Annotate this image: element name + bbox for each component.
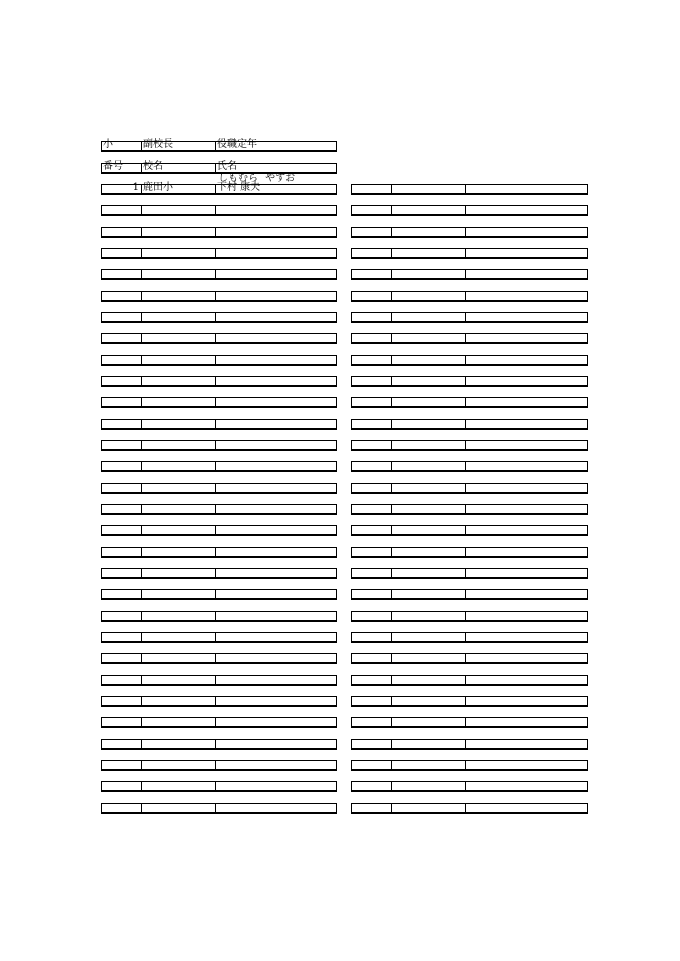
table-cell: [352, 569, 392, 577]
table-cell: [216, 484, 336, 492]
table-cell: [466, 484, 587, 492]
table-cell: [142, 505, 216, 513]
table-cell: [102, 356, 142, 364]
table-row: [351, 184, 588, 195]
table-cell: [216, 228, 336, 236]
school-header-cell: [142, 161, 216, 172]
table-cell: [142, 334, 216, 342]
table-cell: [352, 718, 392, 726]
table-cell: [352, 356, 392, 364]
table-cell: [392, 654, 466, 662]
table-row: [101, 803, 337, 814]
table-row: [101, 483, 337, 494]
table-cell: [466, 718, 587, 726]
table-row: [101, 760, 337, 771]
table-cell: [352, 654, 392, 662]
table-row: [101, 269, 337, 280]
table-cell: [102, 590, 142, 598]
table-cell: [352, 526, 392, 534]
table-cell: [392, 292, 466, 300]
table-row: [351, 376, 588, 387]
table-cell: [142, 249, 216, 257]
table-cell: [352, 612, 392, 620]
table-cell: [392, 697, 466, 705]
table-cell: [466, 462, 587, 470]
table-row: [101, 632, 337, 643]
table-row: [101, 184, 337, 195]
table-cell: [142, 420, 216, 428]
table-cell: [466, 740, 587, 748]
table-cell: [392, 718, 466, 726]
entry-school: 鹿田小: [143, 182, 173, 193]
table-cell: [102, 249, 142, 257]
table-row: [351, 397, 588, 408]
number-header-cell: [102, 161, 142, 172]
table-cell: [466, 654, 587, 662]
table-cell: [142, 206, 216, 214]
table-row: [351, 312, 588, 323]
table-cell: [102, 484, 142, 492]
table-cell: [392, 313, 466, 321]
table-row: [101, 291, 337, 302]
table-row: [101, 248, 337, 259]
table-cell: [466, 292, 587, 300]
table-cell: [466, 590, 587, 598]
table-row: [351, 675, 588, 686]
table-cell: [102, 462, 142, 470]
table-cell: [466, 377, 587, 385]
table-cell: [142, 676, 216, 684]
table-cell: [352, 206, 392, 214]
table-row: [101, 312, 337, 323]
table-row: [351, 568, 588, 579]
table-cell: [142, 590, 216, 598]
school-type: 小: [103, 139, 113, 150]
table-cell: [142, 612, 216, 620]
table-cell: [216, 612, 336, 620]
table-cell: [102, 633, 142, 641]
table-cell: [392, 462, 466, 470]
table-cell: [352, 484, 392, 492]
table-cell: [142, 270, 216, 278]
table-cell: [352, 313, 392, 321]
table-cell: [466, 334, 587, 342]
table-row: [101, 653, 337, 664]
table-row: [351, 632, 588, 643]
table-row: [351, 227, 588, 238]
table-cell: [392, 676, 466, 684]
table-cell: [102, 761, 142, 769]
table-cell: [102, 270, 142, 278]
table-row: [101, 589, 337, 600]
table-row: [351, 717, 588, 728]
table-cell: [216, 249, 336, 257]
table-row: [101, 717, 337, 728]
table-cell: [102, 548, 142, 556]
table-row: [351, 333, 588, 344]
table-cell: [392, 484, 466, 492]
table-row: [351, 781, 588, 792]
table-row: [101, 461, 337, 472]
table-cell: [216, 292, 336, 300]
table-cell: [216, 356, 336, 364]
table-row: [101, 781, 337, 792]
school-type-cell: [102, 139, 142, 150]
table-cell: [142, 654, 216, 662]
entry-school-cell: [142, 182, 216, 193]
table-row: [351, 803, 588, 814]
table-cell: [392, 356, 466, 364]
table-cell: [142, 740, 216, 748]
table-row: [351, 611, 588, 622]
table-cell: [466, 633, 587, 641]
table-cell: [352, 548, 392, 556]
table-cell: [352, 590, 392, 598]
table-cell: [102, 676, 142, 684]
table-cell: [466, 185, 587, 193]
table-cell: [352, 228, 392, 236]
table-row: [101, 547, 337, 558]
table-row: [351, 248, 588, 259]
table-row: [351, 205, 588, 216]
table-cell: [392, 548, 466, 556]
table-row: [351, 269, 588, 280]
entry-number-cell: [102, 182, 142, 193]
table-row: [101, 419, 337, 430]
table-row: [101, 205, 337, 216]
table-cell: [102, 334, 142, 342]
position-title: 副校長: [143, 139, 173, 150]
table-cell: [216, 676, 336, 684]
table-row: [101, 504, 337, 515]
table-row: [101, 675, 337, 686]
table-cell: [392, 740, 466, 748]
table-cell: [392, 270, 466, 278]
table-cell: [216, 697, 336, 705]
category-cell: [216, 139, 336, 150]
table-row: [351, 504, 588, 515]
table-cell: [102, 441, 142, 449]
table-cell: [142, 228, 216, 236]
table-cell: [142, 633, 216, 641]
header-row: [101, 141, 337, 152]
table-cell: [142, 804, 216, 812]
table-cell: [466, 206, 587, 214]
table-cell: [392, 782, 466, 790]
table-cell: [142, 782, 216, 790]
table-row: [351, 739, 588, 750]
table-cell: [352, 633, 392, 641]
table-row: [351, 696, 588, 707]
table-row: [351, 461, 588, 472]
table-cell: [352, 697, 392, 705]
table-cell: [102, 740, 142, 748]
category-title: 役職定年: [217, 139, 257, 150]
table-cell: [216, 270, 336, 278]
table-cell: [352, 377, 392, 385]
table-cell: [352, 505, 392, 513]
table-cell: [102, 804, 142, 812]
table-cell: [216, 740, 336, 748]
table-cell: [216, 654, 336, 662]
table-cell: [142, 398, 216, 406]
table-cell: [352, 804, 392, 812]
table-cell: [142, 484, 216, 492]
table-cell: [392, 505, 466, 513]
name-kana: しもむら やすお: [218, 173, 296, 184]
table-row: [351, 547, 588, 558]
table-cell: [392, 804, 466, 812]
table-cell: [102, 505, 142, 513]
table-cell: [352, 761, 392, 769]
table-row: [101, 355, 337, 366]
table-cell: [392, 206, 466, 214]
table-cell: [352, 270, 392, 278]
table-cell: [466, 612, 587, 620]
table-cell: [392, 334, 466, 342]
table-cell: [392, 526, 466, 534]
table-cell: [352, 249, 392, 257]
table-cell: [466, 804, 587, 812]
table-cell: [392, 377, 466, 385]
table-row: [101, 611, 337, 622]
table-cell: [102, 206, 142, 214]
table-cell: [102, 654, 142, 662]
table-cell: [216, 313, 336, 321]
table-cell: [102, 228, 142, 236]
table-row: [101, 376, 337, 387]
table-cell: [216, 334, 336, 342]
table-row: [101, 696, 337, 707]
table-row: [351, 589, 588, 600]
table-cell: [216, 633, 336, 641]
table-cell: [392, 590, 466, 598]
table-cell: [216, 804, 336, 812]
table-cell: [466, 270, 587, 278]
table-cell: [216, 441, 336, 449]
table-cell: [216, 761, 336, 769]
table-cell: [352, 185, 392, 193]
table-cell: [392, 761, 466, 769]
table-cell: [142, 377, 216, 385]
table-row: [101, 525, 337, 536]
table-cell: [216, 782, 336, 790]
table-row: [351, 483, 588, 494]
table-cell: [142, 462, 216, 470]
position-cell: [142, 139, 216, 150]
table-cell: [352, 292, 392, 300]
table-cell: [392, 398, 466, 406]
table-cell: [142, 761, 216, 769]
table-cell: [142, 697, 216, 705]
table-cell: [102, 697, 142, 705]
table-cell: [216, 548, 336, 556]
table-cell: [392, 441, 466, 449]
table-cell: [466, 548, 587, 556]
table-cell: [466, 782, 587, 790]
table-cell: [216, 398, 336, 406]
table-cell: [352, 462, 392, 470]
table-cell: [466, 441, 587, 449]
table-cell: [352, 740, 392, 748]
table-cell: [102, 313, 142, 321]
name-header: 氏名: [217, 161, 237, 172]
table-cell: [216, 569, 336, 577]
entry-name: 下村 康夫: [217, 182, 261, 193]
table-cell: [392, 420, 466, 428]
table-row: [351, 653, 588, 664]
table-cell: [142, 313, 216, 321]
table-cell: [466, 228, 587, 236]
table-cell: [466, 398, 587, 406]
table-cell: [216, 526, 336, 534]
table-cell: [466, 697, 587, 705]
table-cell: [216, 377, 336, 385]
table-cell: [142, 292, 216, 300]
table-cell: [142, 548, 216, 556]
table-cell: [352, 676, 392, 684]
table-cell: [352, 782, 392, 790]
table-cell: [142, 569, 216, 577]
table-cell: [392, 228, 466, 236]
table-cell: [466, 249, 587, 257]
table-row: [351, 419, 588, 430]
table-cell: [142, 526, 216, 534]
table-cell: [102, 420, 142, 428]
table-cell: [392, 185, 466, 193]
table-row: [101, 568, 337, 579]
table-row: [101, 440, 337, 451]
table-cell: [466, 313, 587, 321]
table-cell: [466, 505, 587, 513]
table-cell: [352, 334, 392, 342]
table-row: [101, 397, 337, 408]
table-cell: [216, 462, 336, 470]
table-cell: [142, 356, 216, 364]
table-cell: [466, 676, 587, 684]
table-cell: [216, 420, 336, 428]
table-cell: [102, 782, 142, 790]
table-cell: [392, 249, 466, 257]
table-cell: [216, 590, 336, 598]
table-row: [351, 525, 588, 536]
table-cell: [216, 505, 336, 513]
table-cell: [102, 612, 142, 620]
table-cell: [466, 526, 587, 534]
table-row: [351, 291, 588, 302]
table-cell: [142, 718, 216, 726]
number-header: 番号: [103, 161, 123, 172]
table-cell: [102, 377, 142, 385]
table-cell: [216, 718, 336, 726]
table-cell: [466, 569, 587, 577]
table-cell: [392, 569, 466, 577]
table-row: [101, 227, 337, 238]
table-cell: [352, 441, 392, 449]
table-cell: [102, 526, 142, 534]
table-cell: [142, 441, 216, 449]
table-row: [351, 355, 588, 366]
table-cell: [466, 761, 587, 769]
table-cell: [352, 398, 392, 406]
table-row: [351, 440, 588, 451]
table-cell: [466, 356, 587, 364]
name-header-cell: [216, 161, 336, 172]
table-cell: [102, 569, 142, 577]
table-cell: [392, 633, 466, 641]
table-cell: [392, 612, 466, 620]
entry-number: 1: [132, 182, 139, 193]
table-cell: [102, 398, 142, 406]
table-cell: [102, 292, 142, 300]
table-row: [101, 739, 337, 750]
table-row: [351, 760, 588, 771]
entry-name-cell: [216, 182, 336, 193]
table-cell: [352, 420, 392, 428]
table-row: [101, 333, 337, 344]
school-name-header: 校名: [143, 161, 163, 172]
table-cell: [102, 718, 142, 726]
table-cell: [216, 206, 336, 214]
table-cell: [466, 420, 587, 428]
